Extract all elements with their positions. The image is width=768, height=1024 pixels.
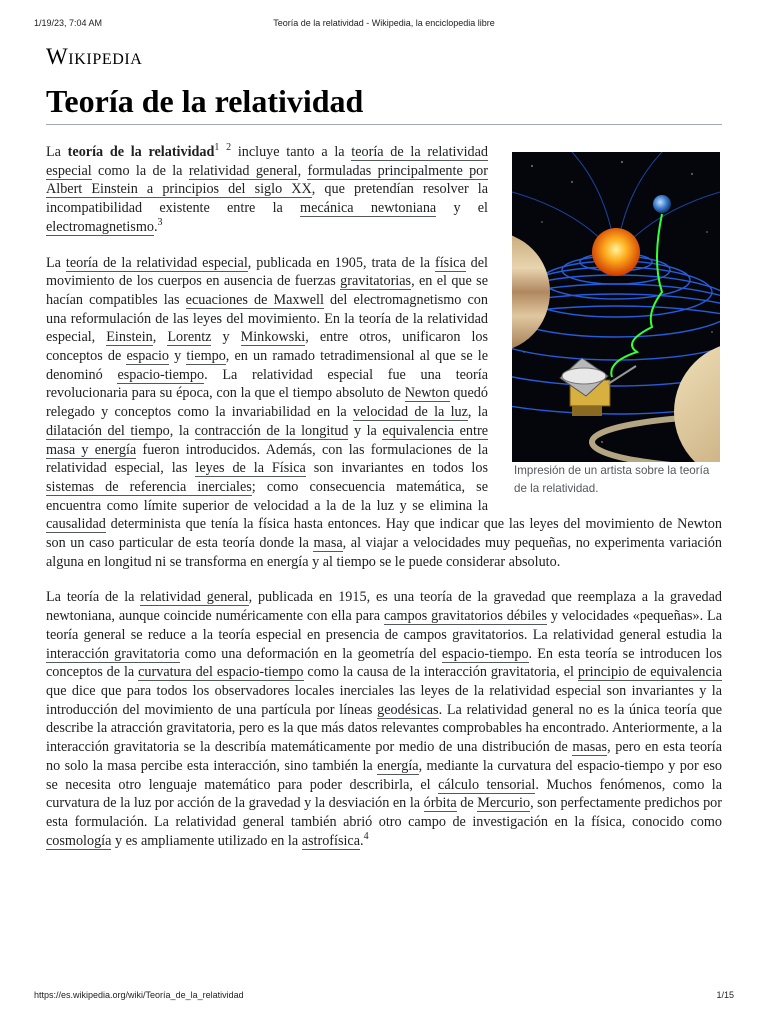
- link[interactable]: velocidad de la luz: [353, 404, 468, 421]
- link[interactable]: relatividad general: [140, 589, 249, 606]
- text: del movimiento de los cuerpos en ausencia de fuerzas: [46, 254, 488, 290]
- text: , al viajar a velocidades muy pequeñas, no experimenta variación alguna en longitud ni se transforma en energía y al tiempo se le puede considerar absoluto.: [46, 535, 722, 570]
- link[interactable]: leyes de la Física: [195, 460, 306, 477]
- text: , son perfectamente predichos por esta formulación. La relatividad general también abrió otro campo de investigación en la física, conocido como: [46, 795, 722, 830]
- text: La: [46, 144, 68, 160]
- text: como una deformación en la geometría del: [179, 645, 442, 662]
- link[interactable]: cálculo tensorial: [438, 776, 536, 793]
- link[interactable]: Newton: [404, 385, 450, 402]
- text: quedó relegado y conceptos como la invariabilidad en la: [46, 385, 488, 421]
- text: . La relatividad especial fue una teoría revolucionaria para su época, con la que el tiempo absoluto de: [46, 366, 488, 402]
- link[interactable]: espacio-tiempo: [117, 366, 205, 383]
- infobox: [512, 152, 720, 498]
- text: . La relatividad general no es la única teoría que describe la atracción gravitatoria, pero es la que más datos relevantes comprobables ha encontrado. Anteriormente, a la interacción gravitatoria se la describía matemáticamente por medio de una distribución de: [46, 701, 722, 756]
- text: . En esta teoría se introducen los conceptos de la: [46, 645, 722, 681]
- text: , mediante la curvatura del espacio-tiempo y por eso se necesita otro lenguaje matemático para poder describirla, el: [46, 757, 722, 793]
- link[interactable]: energía: [377, 757, 419, 774]
- text: , en el que se hacían compatibles las: [46, 273, 489, 308]
- paragraph-general-relativity: [46, 588, 722, 850]
- link[interactable]: espacio: [126, 348, 169, 365]
- text: y: [168, 348, 187, 365]
- link[interactable]: masas: [572, 739, 608, 756]
- text: y la: [348, 422, 383, 439]
- ref-2[interactable]: 2: [226, 142, 232, 153]
- text: fueron introducidos. Además, con las formulaciones de la relatividad especial, las: [46, 441, 488, 477]
- link[interactable]: interacción gravitatoria: [46, 645, 180, 662]
- link[interactable]: electromagnetismo: [46, 218, 154, 235]
- text: y es ampliamente utilizado en la: [111, 832, 302, 849]
- ref-4[interactable]: 4: [363, 830, 369, 842]
- link[interactable]: mecánica newtoniana: [300, 200, 437, 217]
- ref-1[interactable]: 1: [214, 142, 220, 153]
- text: , la: [169, 422, 195, 439]
- page-title: Teoría de la relatividad: [46, 80, 722, 125]
- link[interactable]: Einstein: [106, 329, 153, 346]
- text: , pero en esta teoría no solo la masa percibe esta interacción, sino también la: [46, 739, 723, 774]
- text: incluye tanto a la: [231, 144, 352, 160]
- link[interactable]: cosmología: [46, 832, 112, 849]
- link[interactable]: formuladas principalmente por Albert Einstein a principios del siglo XX: [46, 162, 489, 198]
- link[interactable]: principio de equivalencia: [577, 664, 722, 681]
- text: son invariantes en todos los: [305, 460, 488, 477]
- link[interactable]: Minkowski: [240, 329, 306, 346]
- link[interactable]: Lorentz: [167, 329, 212, 346]
- link[interactable]: relatividad general: [188, 162, 298, 179]
- link[interactable]: geodésicas: [377, 701, 439, 718]
- text: determinista que tenía la física hasta entonces. Hay que indicar que las leyes del movimiento de Newton son un caso particular de esta teoría donde la: [46, 516, 722, 552]
- link[interactable]: campos gravitatorios débiles: [383, 608, 547, 625]
- print-date: 1/19/23, 7:04 AM: [34, 18, 103, 28]
- link[interactable]: física: [435, 254, 466, 271]
- text: .: [153, 218, 158, 235]
- text: La: [46, 254, 66, 271]
- link[interactable]: curvatura del espacio-tiempo: [138, 664, 304, 681]
- link[interactable]: Mercurio: [477, 795, 531, 812]
- link[interactable]: órbita: [423, 795, 457, 812]
- print-page-title: Teoría de la relatividad - Wikipedia, la enciclopedia libre: [273, 18, 495, 28]
- print-header: [34, 18, 734, 32]
- text: como la de la: [91, 162, 189, 179]
- link[interactable]: tiempo: [186, 348, 226, 365]
- text: del electromagnetismo con una reformulación de las leyes del movimiento. En la teoría de la relatividad especial,: [46, 291, 488, 346]
- link[interactable]: contracción de la longitud: [194, 422, 349, 439]
- link[interactable]: astrofísica: [301, 832, 361, 849]
- link[interactable]: teoría de la relatividad especial: [46, 144, 488, 179]
- wikipedia-logo[interactable]: Wikipedia: [46, 44, 143, 69]
- link[interactable]: sistemas de referencia inerciales: [46, 478, 252, 495]
- text: y el: [436, 200, 488, 217]
- text: .: [360, 832, 364, 849]
- infobox-caption: Impresión de un artista sobre la teoría de la relatividad.: [514, 464, 710, 495]
- bold-term: teoría de la relatividad: [67, 144, 215, 160]
- link[interactable]: teoría de la relatividad especial: [65, 254, 248, 271]
- text: , entre otros, unificaron los conceptos de: [46, 329, 489, 365]
- text: de: [456, 795, 478, 812]
- text: La teoría de la: [46, 589, 141, 606]
- text: ,: [297, 162, 308, 179]
- link[interactable]: masa: [313, 535, 343, 552]
- ref-3[interactable]: 3: [157, 216, 163, 228]
- text: y velocidades «pequeñas». La teoría general se reduce a la teoría especial en presencia de campos gravitatorios. La relatividad general estudia la: [46, 608, 722, 643]
- text: . Muchos fenómenos, como la curvatura de la luz por acción de la gravedad y la desviación en la: [46, 776, 722, 812]
- text: ,: [152, 329, 168, 346]
- text: , en un ramado tetradimensional al que se le denominó: [46, 348, 489, 383]
- link[interactable]: espacio-tiempo: [441, 645, 529, 662]
- text: , que pretendían resolver la incompatibilidad existente entre la: [46, 181, 489, 217]
- print-footer: [34, 990, 734, 1004]
- page-number: 1/15: [716, 990, 734, 1000]
- link[interactable]: causalidad: [46, 516, 106, 533]
- text: que dice que para todos los observadores locales inerciales las leyes de la relatividad especial son invariantes y la introducción del movimiento de una partícula por líneas: [46, 682, 722, 718]
- link[interactable]: gravitatorias: [340, 273, 412, 290]
- link[interactable]: equivalencia entre masa y energía: [46, 422, 488, 458]
- article-body: [46, 143, 722, 867]
- text: , publicada en 1905, trata de la: [247, 254, 436, 271]
- text: ; como consecuencia matemática, se encuentra como límite superior de velocidad a la de la luz y se elimina la: [46, 478, 488, 514]
- text: y: [211, 329, 241, 346]
- text: , la: [467, 404, 488, 421]
- text: , publicada en 1915, es una teoría de la gravedad que reemplaza a la gravedad newtoniana, aunque coincide numéricamente con ella para: [46, 589, 722, 625]
- print-url: https://es.wikipedia.org/wiki/Teoría_de_la_relatividad: [34, 990, 244, 1000]
- text: como la causa de la interacción gravitatoria, el: [303, 664, 578, 681]
- link[interactable]: dilatación del tiempo: [46, 422, 170, 439]
- infobox-image[interactable]: [512, 152, 720, 462]
- link[interactable]: ecuaciones de Maxwell: [185, 291, 324, 308]
